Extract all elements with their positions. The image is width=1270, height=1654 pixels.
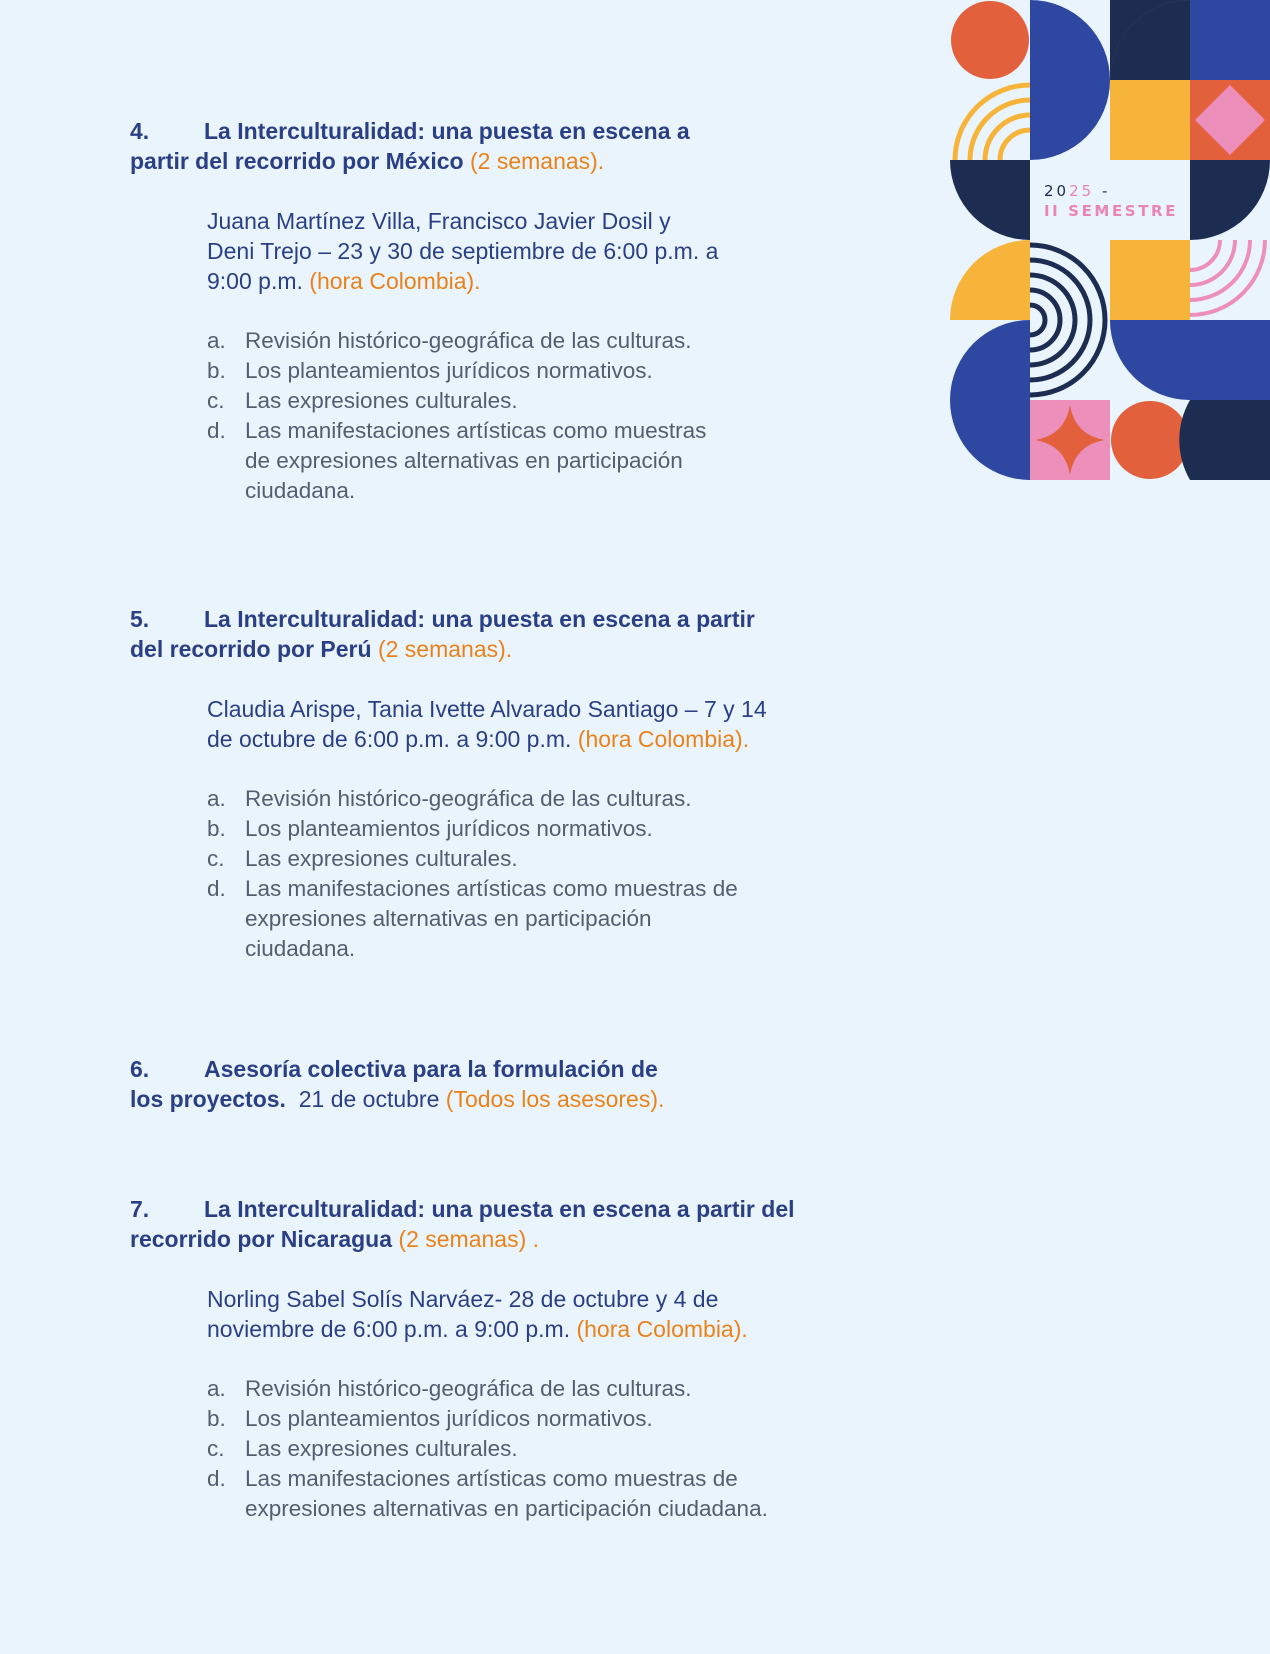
semester-label: II SEMESTRE [1044,202,1179,220]
list-item: c. Las expresiones culturales. [207,388,518,413]
module-4 [130,116,890,506]
module-speakers: Claudia Arispe, Tania Ivette Alvarado Santiago – 7 y 14 de octubre de 6:00 p.m. a 9:00 p.m. (hora Colombia). [207,696,767,752]
module-speakers: Juana Martínez Villa, Francisco Javier Dosil y Deni Trejo – 23 y 30 de septiembre de 6:00 p.m. a 9:00 p.m. (hora Colombia). [207,208,719,294]
module-heading: 4. La Interculturalidad: una puesta en escena a partir del recorrido por México (2 semanas). [130,118,690,174]
year-label: 2025 - [1044,182,1111,200]
list-item: a. Revisión histórico-geográfica de las culturas. [207,786,692,811]
module-5 [130,604,890,964]
topic-list [207,784,890,964]
topic-list [207,1374,890,1524]
list-item: b. Los planteamientos jurídicos normativos. [207,816,653,841]
list-item: d. Las manifestaciones artísticas como muestras de expresiones alternativas en participación ciudadana. [207,418,707,503]
geometric-decoration [950,0,1270,482]
list-item: b. Los planteamientos jurídicos normativos. [207,1406,653,1431]
module-7 [130,1194,890,1524]
list-item: b. Los planteamientos jurídicos normativos. [207,358,653,383]
list-item: c. Las expresiones culturales. [207,846,518,871]
list-item: a. Revisión histórico-geográfica de las culturas. [207,328,692,353]
module-heading: 6. Asesoría colectiva para la formulación de los proyectos. 21 de octubre (Todos los asesores). [130,1056,665,1112]
module-heading: 7. La Interculturalidad: una puesta en escena a partir del recorrido por Nicaragua (2 semanas) . [130,1196,795,1252]
list-item: d. Las manifestaciones artísticas como muestras de expresiones alternativas en participación ciudadana. [207,1466,768,1521]
module-heading: 5. La Interculturalidad: una puesta en escena a partir del recorrido por Perú (2 semanas). [130,606,755,662]
list-item: c. Las expresiones culturales. [207,1436,518,1461]
list-item: a. Revisión histórico-geográfica de las culturas. [207,1376,692,1401]
list-item: d. Las manifestaciones artísticas como muestras de expresiones alternativas en participación ciudadana. [207,876,738,961]
module-speakers: Norling Sabel Solís Narváez- 28 de octubre y 4 de noviembre de 6:00 p.m. a 9:00 p.m. (hora Colombia). [207,1286,748,1342]
topic-list [207,326,890,506]
module-6 [130,1054,890,1114]
